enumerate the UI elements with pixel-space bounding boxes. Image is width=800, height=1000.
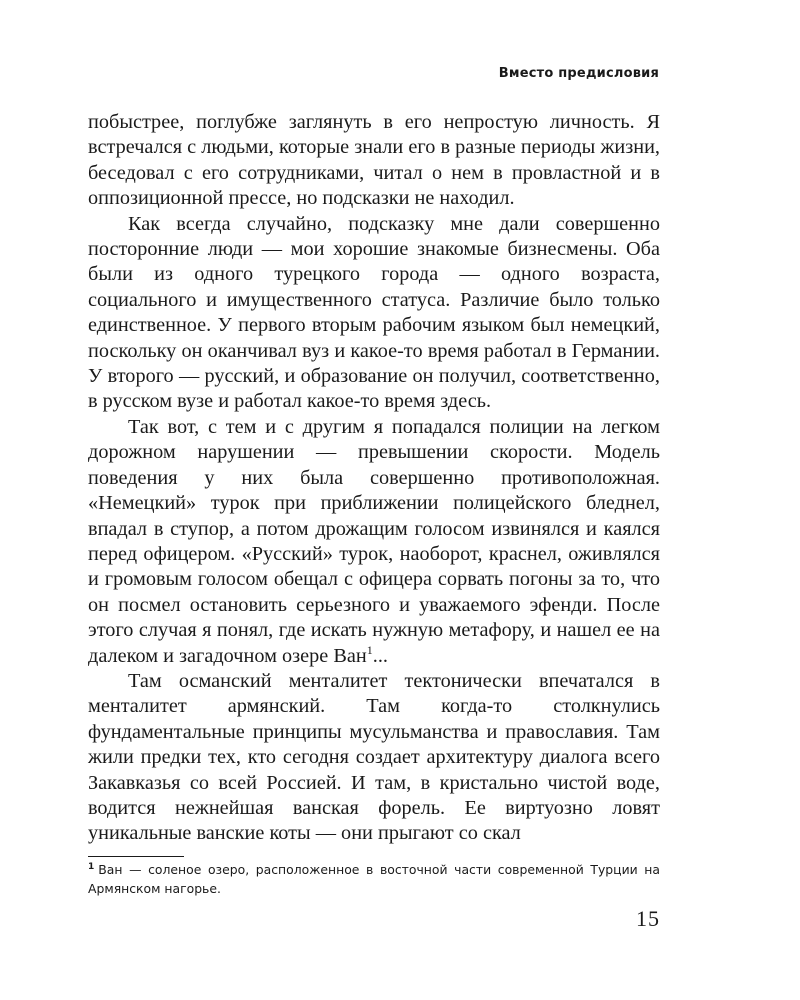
running-head: Вместо предисловия [498, 66, 659, 81]
paragraph-2: Как всегда случайно, подсказку мне дали совершенно посторонние люди — мои хорошие знакомые бизнесмены. Оба были из одного турецкого города — одного возраста, социального и имущественного статуса. Различие было только единственное. У первого вторым рабочим языком был немецкий, поскольку он оканчивал вуз и какое-то время работал в Германии. У второго — русский, и образование он получил, соответственно, в русском вузе и работал какое-то время здесь. [88, 212, 660, 413]
paragraph-4: Там османский менталитет тектонически впечатался в менталитет армянский. Там когда-то столкнулись фундаментальные принципы мусульманства и православия. Там жили предки тех, кто сегодня создает архитектуру диалога всего Закавказья со всей Россией. И там, в кристально чистой воде, водится нежнейшая ванская форель. Ее виртуозно ловят уникальные ванские коты — они прыгают со скал [88, 669, 660, 845]
paragraph-3 [88, 415, 660, 669]
footnote [88, 860, 660, 898]
paragraph-1: побыстрее, поглубже заглянуть в его непростую личность. Я встречался с людьми, которые знали его в разные периоды жизни, беседовал с его сотрудниками, читал о нем в провластной и в оппозиционной прессе, но подсказки не находил. [88, 111, 660, 210]
footnote-marker: 1 [88, 861, 95, 872]
paragraph-3-ellipsis: ... [372, 644, 388, 667]
footnote-text: Ван — соленое озеро, расположенное в восточной части современной Турции на Армянском нагорье. [88, 862, 660, 896]
paragraph-3-text: Так вот, с тем и с другим я попадался полиции на легком дорожном нарушении — превышении скорости. Модель поведения у них была совершенно противоположная. «Немецкий» турок при приближении полицейского бледнел, впадал в ступор, а потом дрожащим голосом извинялся и каялся перед офицером. «Русский» турок, наоборот, краснел, оживлялся и громовым голосом обещал с офицера сорвать погоны за то, что он посмел остановить серьезного и уважаемого эфенди. После этого случая я понял, где искать нужную метафору, и нашел ее на далеком и загадочном озере Ван [88, 415, 660, 667]
footnote-reference: 1 [366, 642, 373, 657]
footnote-divider [88, 856, 184, 857]
page-number: 15 [636, 906, 660, 931]
body-text [88, 110, 660, 847]
